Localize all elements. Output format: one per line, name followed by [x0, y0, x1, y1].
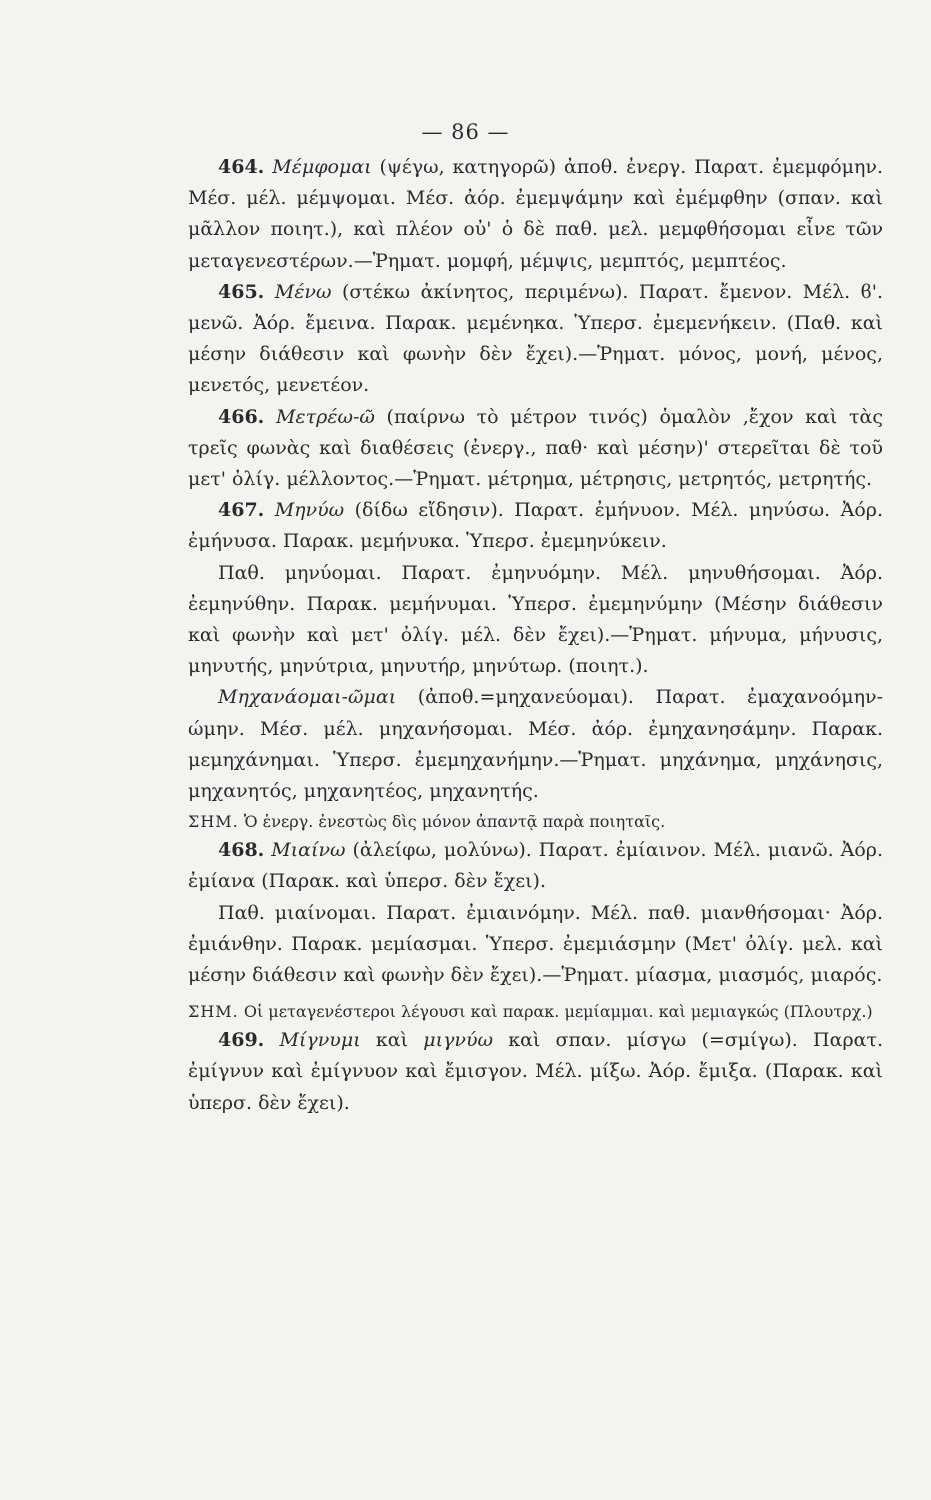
entry-468-passive: Παθ. μιαίνομαι. Παρατ. ἐμιαινόμην. Μέλ. παθ. μιανθήσομαι· Ἀόρ. ἐμιάνθην. Παρακ. μεμίασμαι. Ὑπερσ. ἐμεμιάσμην (Μετ' ὀλίγ. μελ. καὶ μέσην διάθεσιν καὶ φωνὴν δὲν ἔχει).—Ῥηματ. μίασμα, μιασμός, μιαρός.	[188, 901, 883, 987]
entry-467	[188, 495, 883, 557]
entry-465	[188, 277, 883, 402]
entry-number: 469.	[218, 1029, 265, 1052]
entry-469	[188, 1025, 883, 1119]
entry-466	[188, 402, 883, 496]
entry-number: 467.	[218, 499, 265, 522]
entry-468	[188, 835, 883, 897]
note-1	[188, 809, 883, 835]
entry-lemma: Μίγνυμι	[279, 1029, 361, 1052]
entry-lemma: Μέμφομαι	[272, 156, 372, 178]
entry-lemma: Μηνύω	[274, 499, 345, 522]
entry-text: καὶ σπαν. μίσγω (=σμίγω). Παρατ. ἐμίγνυν καὶ ἐμίγνυον καὶ ἔμισγον. Μέλ. μίξω. Ἀόρ. ἔμιξα. (Παρακ. καὶ ὑπερσ. δὲν ἔχει).	[188, 1029, 884, 1114]
entry-text: (ἀποθ.=μηχανεύομαι). Παρατ. ἐμαχανοόμην-ώμην. Μέσ. μέλ. μηχανήσομαι. Μέσ. ἀόρ. ἐμηχανησάμην. Παρακ. μεμηχάνημαι. Ὑπερσ. ἐμεμηχανήμην.—Ῥηματ. μηχάνημα, μηχάνησις, μηχανητός, μηχανητέος, μηχανητής.	[188, 686, 883, 803]
entry-text: (στέκω ἀκίνητος, περιμένω). Παρατ. ἔμενον. Μέλ. ϐ'. μενῶ. Ἀόρ. ἔμεινα. Παρακ. μεμένηκα. Ὑπερσ. ἐμεμενήκειν. (Παθ. καὶ μέσην διάθεσιν καὶ φωνὴν δὲν ἔχει).—Ῥηματ. μόνος, μονή, μένος, μενετός, μενετέον.	[188, 280, 883, 397]
entry-464	[188, 152, 883, 277]
note-2	[188, 999, 883, 1025]
entry-lemma: Μετρέω-ῶ	[275, 405, 375, 428]
entry-machanaomai	[188, 682, 883, 807]
entry-number: 468.	[218, 839, 265, 862]
entry-text: (ψέγω, κατηγορῶ) ἀποθ. ἐνεργ. Παρατ. ἐμεμφόμην. Μέσ. μέλ. μέμψομαι. Μέσ. ἀόρ. ἐμεμψάμην καὶ ἐμέμφθην (σπαν. καὶ μᾶλλον ποιητ.), καὶ πλέον οὐ' ὁ δὲ παθ. μελ. μεμφθήσομαι εἶνε τῶν μεταγενεστέρων.—Ῥηματ. μομφή, μέμψις, μεμπτός, μεμπτέος.	[188, 156, 883, 272]
entry-number: 466.	[218, 405, 265, 428]
page-number: — 86 —	[421, 120, 510, 144]
entry-lemma: Μένω	[274, 280, 332, 303]
entry-number: 464.	[218, 156, 265, 178]
body-text	[188, 152, 883, 1119]
note-text: Οἱ μεταγενέστεροι λέγουσι καὶ παρακ. μεμίαμμαι. καὶ μεμιαγκώς (Πλουτρχ.)	[238, 1002, 873, 1022]
note-text: Ὁ ἐνεργ. ἐνεστὼς δὶς μόνον ἀπαντᾷ παρὰ ποιηταῖς.	[238, 812, 666, 832]
entry-lemma: Μηχανάομαι-ῶμαι	[218, 686, 397, 709]
note-label: ΣΗΜ.	[188, 1002, 239, 1022]
entry-text: (παίρνω τὸ μέτρον τινός) ὁμαλὸν ,ἔχον καὶ τὰς τρεῖς φωνὰς καὶ διαθέσεις (ἐνεργ., παθ· καὶ μέσην)' στερεῖται δὲ τοῦ μετ' ὀλίγ. μέλλοντος.—Ῥηματ. μέτρημα, μέτρησις, μετρητός, μετρητής.	[188, 405, 883, 491]
entry-lemma-2: μιγνύω	[423, 1029, 493, 1052]
entry-lemma: Μιαίνω	[271, 839, 346, 862]
entry-conj: καὶ	[360, 1029, 424, 1052]
entry-text: (ἀλείφω, μολύνω). Παρατ. ἐμίαινον. Μέλ. μιανῶ. Ἀόρ. ἐμίανα (Παρακ. καὶ ὑπερσ. δὲν ἔχει).	[188, 839, 883, 893]
entry-number: 465.	[218, 280, 265, 303]
entry-text: (δίδω εἴδησιν). Παρατ. ἐμήνυον. Μέλ. μηνύσω. Ἀόρ. ἐμήνυσα. Παρακ. μεμήνυκα. Ὑπερσ. ἐμεμηνύκειν.	[188, 499, 884, 553]
note-label: ΣΗΜ.	[188, 812, 239, 832]
entry-467-passive: Παθ. μηνύομαι. Παρατ. ἐμηνυόμην. Μέλ. μηνυθήσομαι. Ἀόρ. ἐεμηνύθην. Παρακ. μεμήνυμαι. Ὑπερσ. ἐμεμηνύμην (Μέσην διάθεσιν καὶ φωνὴν καὶ μετ' ὀλίγ. μέλ. δὲν ἔχει).—Ῥηματ. μήνυμα, μήνυσις, μηνυτής, μηνύτρια, μηνυτήρ, μηνύτωρ. (ποιητ.).	[188, 561, 883, 678]
